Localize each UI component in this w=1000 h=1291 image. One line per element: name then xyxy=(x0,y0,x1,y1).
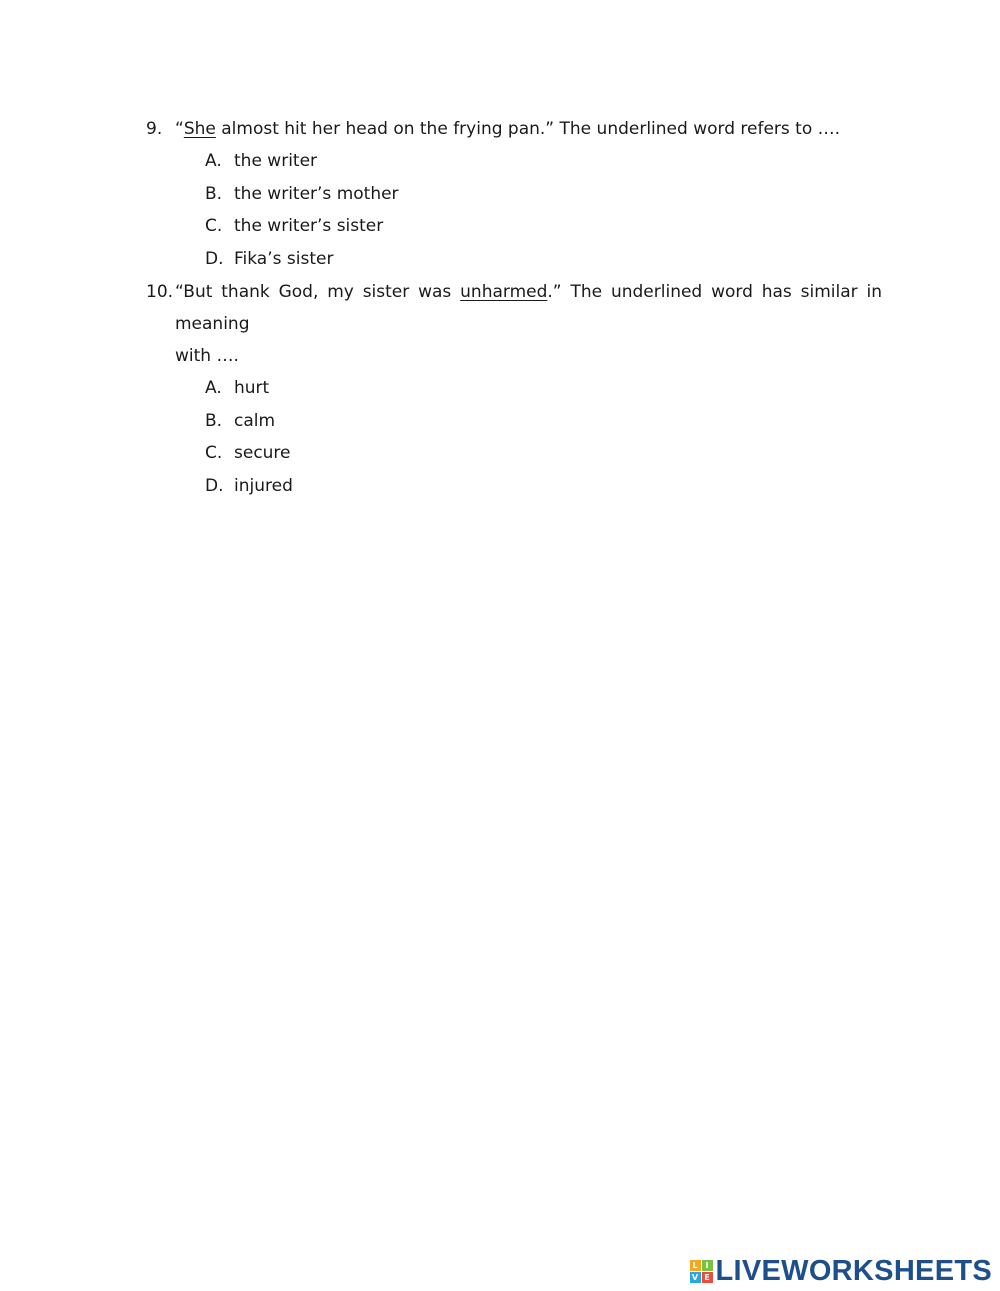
option-text: Fika’s sister xyxy=(234,248,334,269)
option-c[interactable] xyxy=(205,437,882,470)
option-b[interactable] xyxy=(205,405,882,438)
liveworksheets-logo xyxy=(690,1254,993,1288)
question-text xyxy=(175,276,882,340)
answer-options xyxy=(146,372,882,502)
logo-text: LIVEWORKSHEETS xyxy=(715,1254,992,1287)
option-text: hurt xyxy=(234,378,270,398)
question-text-continuation: with …. xyxy=(175,346,239,366)
option-text: the writer’s mother xyxy=(234,183,399,204)
option-text: calm xyxy=(234,410,276,431)
option-d[interactable] xyxy=(205,243,882,276)
underlined-word: unharmed xyxy=(460,282,548,302)
question-9 xyxy=(146,113,882,275)
question-text xyxy=(175,113,882,145)
option-letter: B. xyxy=(205,410,223,431)
question-10 xyxy=(146,276,882,502)
option-text: injured xyxy=(234,475,293,496)
logo-block-l: L xyxy=(690,1260,701,1271)
option-letter: B. xyxy=(205,183,223,204)
option-text: secure xyxy=(234,443,291,463)
option-b[interactable] xyxy=(205,178,882,211)
logo-block-v: V xyxy=(690,1272,701,1283)
question-number: 10. xyxy=(146,282,174,302)
option-letter: C. xyxy=(205,443,223,463)
question-number: 9. xyxy=(146,119,163,139)
option-letter: C. xyxy=(205,216,223,236)
option-letter: A. xyxy=(205,378,222,398)
option-c[interactable] xyxy=(205,210,882,243)
question-stem xyxy=(146,276,882,340)
underlined-word: She xyxy=(183,119,216,139)
logo-blocks-icon xyxy=(690,1260,713,1283)
option-a[interactable] xyxy=(205,145,882,178)
logo-block-i: I xyxy=(702,1260,713,1271)
option-d[interactable] xyxy=(205,470,882,503)
question-stem xyxy=(146,113,882,145)
answer-options xyxy=(146,145,882,275)
option-a[interactable] xyxy=(205,372,882,405)
logo-block-e: E xyxy=(702,1272,713,1283)
option-text: the writer’s sister xyxy=(234,216,384,236)
option-text: the writer xyxy=(234,151,318,171)
option-letter: D. xyxy=(205,248,224,269)
option-letter: A. xyxy=(205,151,222,171)
question-text-post: almost hit her head on the frying pan.” The underlined word refers to …. xyxy=(215,119,841,139)
question-text-pre: “ xyxy=(175,119,184,139)
option-letter: D. xyxy=(205,475,224,496)
question-text-post: .” The underlined word has similar in meaning xyxy=(175,282,882,334)
question-text-pre: “But thank God, my sister was xyxy=(175,282,461,302)
